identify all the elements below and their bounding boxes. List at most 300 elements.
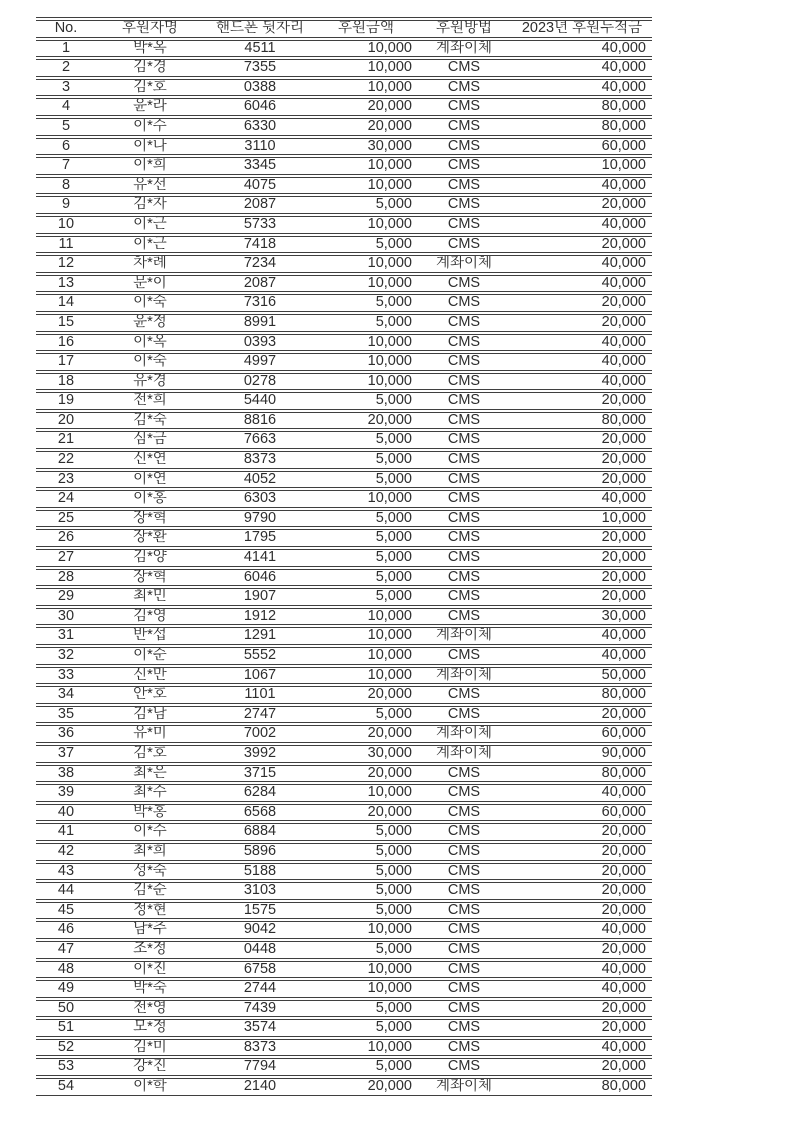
cell-donation-amount: 10,000 <box>316 177 416 195</box>
cell-donation-amount: 10,000 <box>316 1039 416 1057</box>
cell-phone-last-digits: 4075 <box>204 177 316 195</box>
cell-donation-method: CMS <box>416 431 512 449</box>
cell-donation-amount: 5,000 <box>316 569 416 587</box>
column-header-donation-method: 후원방법 <box>416 20 512 38</box>
cell-donation-method: CMS <box>416 529 512 547</box>
cell-donor-name: 정*현 <box>96 902 204 920</box>
cell-donor-name: 이*연 <box>96 471 204 489</box>
cell-phone-last-digits: 1907 <box>204 588 316 606</box>
cell-phone-last-digits: 4141 <box>204 549 316 567</box>
cell-2023-cumulative: 20,000 <box>512 294 652 312</box>
table-row <box>36 608 652 626</box>
table-row <box>36 784 652 802</box>
cell-donation-method: CMS <box>416 275 512 293</box>
cell-no: 29 <box>36 588 96 606</box>
cell-donation-method: CMS <box>416 961 512 979</box>
cell-donation-amount: 10,000 <box>316 784 416 802</box>
table-row <box>36 686 652 704</box>
table-row <box>36 921 652 939</box>
cell-donation-method: CMS <box>416 980 512 998</box>
cell-2023-cumulative: 40,000 <box>512 980 652 998</box>
cell-no: 31 <box>36 627 96 645</box>
cell-donation-amount: 20,000 <box>316 686 416 704</box>
cell-2023-cumulative: 20,000 <box>512 569 652 587</box>
cell-donor-name: 문*이 <box>96 275 204 293</box>
cell-donation-method: CMS <box>416 843 512 861</box>
cell-no: 14 <box>36 294 96 312</box>
cell-donation-amount: 10,000 <box>316 59 416 77</box>
cell-donation-method: CMS <box>416 392 512 410</box>
table-row <box>36 765 652 783</box>
cell-phone-last-digits: 0388 <box>204 79 316 97</box>
table-row <box>36 118 652 136</box>
cell-donor-name: 신*연 <box>96 451 204 469</box>
cell-phone-last-digits: 0448 <box>204 941 316 959</box>
cell-2023-cumulative: 80,000 <box>512 1078 652 1096</box>
cell-phone-last-digits: 3574 <box>204 1019 316 1037</box>
cell-2023-cumulative: 20,000 <box>512 843 652 861</box>
cell-donor-name: 모*정 <box>96 1019 204 1037</box>
cell-phone-last-digits: 1912 <box>204 608 316 626</box>
cell-donation-amount: 30,000 <box>316 138 416 156</box>
cell-no: 15 <box>36 314 96 332</box>
cell-donation-method: 계좌이체 <box>416 1078 512 1096</box>
column-header-donation-amount: 후원금액 <box>316 20 416 38</box>
cell-no: 17 <box>36 353 96 371</box>
cell-donation-method: CMS <box>416 823 512 841</box>
cell-donor-name: 장*환 <box>96 529 204 547</box>
table-row <box>36 588 652 606</box>
cell-phone-last-digits: 2087 <box>204 196 316 214</box>
cell-donation-amount: 10,000 <box>316 667 416 685</box>
cell-no: 38 <box>36 765 96 783</box>
cell-donation-amount: 10,000 <box>316 961 416 979</box>
cell-phone-last-digits: 6884 <box>204 823 316 841</box>
column-header-donor-name: 후원자명 <box>96 20 204 38</box>
cell-donation-method: CMS <box>416 236 512 254</box>
table-row <box>36 490 652 508</box>
cell-donor-name: 남*주 <box>96 921 204 939</box>
cell-donation-amount: 10,000 <box>316 40 416 58</box>
cell-no: 18 <box>36 373 96 391</box>
cell-donation-amount: 5,000 <box>316 294 416 312</box>
table-row <box>36 392 652 410</box>
cell-2023-cumulative: 40,000 <box>512 334 652 352</box>
cell-donor-name: 강*진 <box>96 1058 204 1076</box>
cell-no: 16 <box>36 334 96 352</box>
cell-donation-amount: 20,000 <box>316 98 416 116</box>
cell-donation-amount: 5,000 <box>316 941 416 959</box>
cell-no: 6 <box>36 138 96 156</box>
table-row <box>36 98 652 116</box>
cell-donation-amount: 5,000 <box>316 471 416 489</box>
table-row <box>36 79 652 97</box>
cell-2023-cumulative: 40,000 <box>512 647 652 665</box>
cell-donation-method: CMS <box>416 1019 512 1037</box>
cell-donation-method: CMS <box>416 510 512 528</box>
cell-donation-method: CMS <box>416 1058 512 1076</box>
donor-table <box>36 17 652 1098</box>
cell-2023-cumulative: 20,000 <box>512 1000 652 1018</box>
cell-donation-method: CMS <box>416 294 512 312</box>
table-row <box>36 373 652 391</box>
cell-2023-cumulative: 20,000 <box>512 1058 652 1076</box>
cell-donation-amount: 5,000 <box>316 549 416 567</box>
cell-no: 47 <box>36 941 96 959</box>
cell-donation-method: CMS <box>416 79 512 97</box>
cell-phone-last-digits: 5188 <box>204 863 316 881</box>
table-row <box>36 412 652 430</box>
cell-no: 46 <box>36 921 96 939</box>
cell-donation-method: CMS <box>416 902 512 920</box>
cell-donation-method: 계좌이체 <box>416 745 512 763</box>
cell-no: 51 <box>36 1019 96 1037</box>
cell-donor-name: 유*경 <box>96 373 204 391</box>
cell-donation-amount: 10,000 <box>316 79 416 97</box>
cell-donation-amount: 5,000 <box>316 1058 416 1076</box>
cell-no: 11 <box>36 236 96 254</box>
cell-donation-method: 계좌이체 <box>416 725 512 743</box>
cell-donation-method: CMS <box>416 334 512 352</box>
cell-donor-name: 반*섭 <box>96 627 204 645</box>
cell-donation-amount: 20,000 <box>316 412 416 430</box>
cell-no: 12 <box>36 255 96 273</box>
cell-2023-cumulative: 80,000 <box>512 412 652 430</box>
cell-no: 33 <box>36 667 96 685</box>
cell-2023-cumulative: 20,000 <box>512 549 652 567</box>
cell-no: 10 <box>36 216 96 234</box>
cell-donation-amount: 20,000 <box>316 118 416 136</box>
cell-no: 54 <box>36 1078 96 1096</box>
cell-donor-name: 김*숙 <box>96 412 204 430</box>
cell-phone-last-digits: 3992 <box>204 745 316 763</box>
cell-donation-method: CMS <box>416 863 512 881</box>
table-row <box>36 431 652 449</box>
cell-phone-last-digits: 0278 <box>204 373 316 391</box>
cell-donation-method: CMS <box>416 549 512 567</box>
cell-donor-name: 박*홍 <box>96 804 204 822</box>
cell-phone-last-digits: 6046 <box>204 569 316 587</box>
cell-donation-amount: 20,000 <box>316 765 416 783</box>
cell-donation-method: CMS <box>416 216 512 234</box>
cell-2023-cumulative: 20,000 <box>512 902 652 920</box>
cell-no: 43 <box>36 863 96 881</box>
cell-2023-cumulative: 20,000 <box>512 588 652 606</box>
table-row <box>36 196 652 214</box>
cell-phone-last-digits: 6284 <box>204 784 316 802</box>
cell-donation-amount: 5,000 <box>316 529 416 547</box>
cell-donation-amount: 10,000 <box>316 647 416 665</box>
cell-donation-method: 계좌이체 <box>416 627 512 645</box>
cell-donation-amount: 10,000 <box>316 921 416 939</box>
cell-donation-method: CMS <box>416 157 512 175</box>
cell-no: 44 <box>36 882 96 900</box>
cell-donation-amount: 5,000 <box>316 1019 416 1037</box>
cell-donation-amount: 20,000 <box>316 1078 416 1096</box>
cell-2023-cumulative: 10,000 <box>512 157 652 175</box>
table-row <box>36 1000 652 1018</box>
cell-no: 7 <box>36 157 96 175</box>
cell-donor-name: 장*혁 <box>96 569 204 587</box>
table-row <box>36 902 652 920</box>
cell-phone-last-digits: 7439 <box>204 1000 316 1018</box>
table-row <box>36 863 652 881</box>
cell-donation-method: 계좌이체 <box>416 255 512 273</box>
cell-2023-cumulative: 40,000 <box>512 373 652 391</box>
table-row <box>36 334 652 352</box>
cell-2023-cumulative: 10,000 <box>512 510 652 528</box>
table-row <box>36 745 652 763</box>
table-row <box>36 255 652 273</box>
cell-donation-amount: 5,000 <box>316 902 416 920</box>
cell-2023-cumulative: 20,000 <box>512 529 652 547</box>
cell-donation-method: CMS <box>416 373 512 391</box>
cell-donation-amount: 10,000 <box>316 275 416 293</box>
cell-donor-name: 유*미 <box>96 725 204 743</box>
column-header-no: No. <box>36 20 96 38</box>
table-row <box>36 549 652 567</box>
cell-donation-method: 계좌이체 <box>416 40 512 58</box>
table-row <box>36 510 652 528</box>
cell-phone-last-digits: 2744 <box>204 980 316 998</box>
cell-no: 52 <box>36 1039 96 1057</box>
cell-phone-last-digits: 8373 <box>204 451 316 469</box>
cell-donation-amount: 5,000 <box>316 196 416 214</box>
cell-no: 39 <box>36 784 96 802</box>
cell-donation-amount: 5,000 <box>316 451 416 469</box>
cell-2023-cumulative: 40,000 <box>512 1039 652 1057</box>
cell-no: 32 <box>36 647 96 665</box>
cell-phone-last-digits: 7002 <box>204 725 316 743</box>
cell-no: 24 <box>36 490 96 508</box>
table-row <box>36 157 652 175</box>
cell-donation-method: CMS <box>416 569 512 587</box>
cell-phone-last-digits: 5896 <box>204 843 316 861</box>
cell-donor-name: 최*희 <box>96 843 204 861</box>
table-row <box>36 236 652 254</box>
cell-phone-last-digits: 1795 <box>204 529 316 547</box>
cell-donor-name: 이*순 <box>96 647 204 665</box>
cell-donation-amount: 10,000 <box>316 627 416 645</box>
cell-phone-last-digits: 3103 <box>204 882 316 900</box>
cell-donor-name: 이*근 <box>96 216 204 234</box>
cell-donation-amount: 5,000 <box>316 431 416 449</box>
cell-donation-amount: 10,000 <box>316 980 416 998</box>
cell-no: 48 <box>36 961 96 979</box>
cell-donation-method: CMS <box>416 804 512 822</box>
cell-donation-amount: 5,000 <box>316 823 416 841</box>
cell-phone-last-digits: 1291 <box>204 627 316 645</box>
cell-donation-method: CMS <box>416 98 512 116</box>
cell-donation-amount: 30,000 <box>316 745 416 763</box>
cell-donor-name: 최*민 <box>96 588 204 606</box>
cell-no: 9 <box>36 196 96 214</box>
cell-phone-last-digits: 8373 <box>204 1039 316 1057</box>
table-row <box>36 59 652 77</box>
cell-donor-name: 윤*정 <box>96 314 204 332</box>
cell-donation-method: CMS <box>416 765 512 783</box>
cell-no: 13 <box>36 275 96 293</box>
cell-donor-name: 김*남 <box>96 706 204 724</box>
cell-phone-last-digits: 0393 <box>204 334 316 352</box>
table-row <box>36 1058 652 1076</box>
cell-donor-name: 최*수 <box>96 784 204 802</box>
cell-no: 4 <box>36 98 96 116</box>
cell-donation-amount: 5,000 <box>316 863 416 881</box>
cell-2023-cumulative: 20,000 <box>512 471 652 489</box>
cell-phone-last-digits: 5733 <box>204 216 316 234</box>
table-row <box>36 275 652 293</box>
cell-phone-last-digits: 7234 <box>204 255 316 273</box>
cell-donor-name: 차*례 <box>96 255 204 273</box>
table-row <box>36 627 652 645</box>
cell-no: 22 <box>36 451 96 469</box>
cell-2023-cumulative: 40,000 <box>512 275 652 293</box>
table-row <box>36 40 652 58</box>
cell-2023-cumulative: 20,000 <box>512 823 652 841</box>
table-row <box>36 177 652 195</box>
cell-donor-name: 김*양 <box>96 549 204 567</box>
cell-donation-amount: 5,000 <box>316 392 416 410</box>
cell-donor-name: 김*미 <box>96 1039 204 1057</box>
cell-phone-last-digits: 6303 <box>204 490 316 508</box>
column-header-2023-cumulative: 2023년 후원누적금 <box>512 20 652 38</box>
cell-2023-cumulative: 40,000 <box>512 177 652 195</box>
cell-donation-method: CMS <box>416 941 512 959</box>
cell-donor-name: 김*영 <box>96 608 204 626</box>
cell-phone-last-digits: 7316 <box>204 294 316 312</box>
cell-phone-last-digits: 6330 <box>204 118 316 136</box>
cell-donor-name: 이*홍 <box>96 490 204 508</box>
cell-phone-last-digits: 2087 <box>204 275 316 293</box>
cell-phone-last-digits: 6758 <box>204 961 316 979</box>
cell-2023-cumulative: 60,000 <box>512 804 652 822</box>
cell-2023-cumulative: 40,000 <box>512 627 652 645</box>
cell-donation-amount: 5,000 <box>316 706 416 724</box>
cell-donation-amount: 5,000 <box>316 1000 416 1018</box>
table-row <box>36 314 652 332</box>
cell-phone-last-digits: 9042 <box>204 921 316 939</box>
cell-no: 21 <box>36 431 96 449</box>
cell-no: 40 <box>36 804 96 822</box>
table-row <box>36 294 652 312</box>
cell-phone-last-digits: 4511 <box>204 40 316 58</box>
cell-donor-name: 이*숙 <box>96 294 204 312</box>
cell-donation-amount: 5,000 <box>316 882 416 900</box>
cell-donation-method: CMS <box>416 196 512 214</box>
table-row <box>36 353 652 371</box>
cell-donor-name: 윤*라 <box>96 98 204 116</box>
cell-donor-name: 이*희 <box>96 157 204 175</box>
table-row <box>36 843 652 861</box>
cell-donation-amount: 10,000 <box>316 490 416 508</box>
cell-donation-method: CMS <box>416 1039 512 1057</box>
cell-2023-cumulative: 40,000 <box>512 921 652 939</box>
column-header-phone-last-digits: 핸드폰 뒷자리 <box>204 20 316 38</box>
cell-donation-amount: 10,000 <box>316 255 416 273</box>
cell-2023-cumulative: 40,000 <box>512 40 652 58</box>
cell-donor-name: 안*호 <box>96 686 204 704</box>
cell-2023-cumulative: 40,000 <box>512 490 652 508</box>
cell-no: 41 <box>36 823 96 841</box>
cell-2023-cumulative: 40,000 <box>512 59 652 77</box>
cell-donor-name: 성*숙 <box>96 863 204 881</box>
cell-2023-cumulative: 40,000 <box>512 784 652 802</box>
table-row <box>36 647 652 665</box>
table-row <box>36 823 652 841</box>
table-row <box>36 569 652 587</box>
cell-2023-cumulative: 40,000 <box>512 353 652 371</box>
cell-donation-amount: 10,000 <box>316 373 416 391</box>
cell-donation-method: CMS <box>416 451 512 469</box>
cell-phone-last-digits: 4997 <box>204 353 316 371</box>
cell-donation-method: CMS <box>416 490 512 508</box>
cell-2023-cumulative: 20,000 <box>512 236 652 254</box>
cell-2023-cumulative: 40,000 <box>512 255 652 273</box>
cell-no: 5 <box>36 118 96 136</box>
cell-donor-name: 이*학 <box>96 1078 204 1096</box>
table-row <box>36 216 652 234</box>
cell-no: 53 <box>36 1058 96 1076</box>
table-row <box>36 961 652 979</box>
cell-donation-method: CMS <box>416 784 512 802</box>
cell-2023-cumulative: 50,000 <box>512 667 652 685</box>
cell-phone-last-digits: 4052 <box>204 471 316 489</box>
cell-2023-cumulative: 20,000 <box>512 882 652 900</box>
cell-donor-name: 이*근 <box>96 236 204 254</box>
cell-no: 30 <box>36 608 96 626</box>
cell-donation-amount: 20,000 <box>316 725 416 743</box>
cell-2023-cumulative: 40,000 <box>512 216 652 234</box>
cell-donation-amount: 5,000 <box>316 843 416 861</box>
cell-2023-cumulative: 20,000 <box>512 314 652 332</box>
table-row <box>36 804 652 822</box>
cell-donation-method: CMS <box>416 647 512 665</box>
cell-donor-name: 이*수 <box>96 823 204 841</box>
cell-2023-cumulative: 80,000 <box>512 765 652 783</box>
cell-phone-last-digits: 6046 <box>204 98 316 116</box>
cell-donation-amount: 5,000 <box>316 236 416 254</box>
table-row <box>36 471 652 489</box>
cell-phone-last-digits: 3110 <box>204 138 316 156</box>
cell-phone-last-digits: 5440 <box>204 392 316 410</box>
cell-donation-method: CMS <box>416 608 512 626</box>
cell-donation-method: CMS <box>416 921 512 939</box>
table-row <box>36 1078 652 1096</box>
table-header-row <box>36 20 652 38</box>
cell-donor-name: 이*옥 <box>96 334 204 352</box>
table-row <box>36 529 652 547</box>
cell-no: 2 <box>36 59 96 77</box>
cell-donation-method: CMS <box>416 177 512 195</box>
cell-2023-cumulative: 30,000 <box>512 608 652 626</box>
cell-donor-name: 이*진 <box>96 961 204 979</box>
cell-donor-name: 최*은 <box>96 765 204 783</box>
cell-2023-cumulative: 80,000 <box>512 686 652 704</box>
cell-donor-name: 이*수 <box>96 118 204 136</box>
cell-2023-cumulative: 60,000 <box>512 138 652 156</box>
cell-2023-cumulative: 90,000 <box>512 745 652 763</box>
cell-no: 8 <box>36 177 96 195</box>
cell-donor-name: 김*경 <box>96 59 204 77</box>
table-row <box>36 980 652 998</box>
cell-phone-last-digits: 1575 <box>204 902 316 920</box>
cell-donation-method: 계좌이체 <box>416 667 512 685</box>
table-row <box>36 667 652 685</box>
cell-no: 26 <box>36 529 96 547</box>
cell-donation-amount: 10,000 <box>316 608 416 626</box>
cell-donor-name: 전*희 <box>96 392 204 410</box>
